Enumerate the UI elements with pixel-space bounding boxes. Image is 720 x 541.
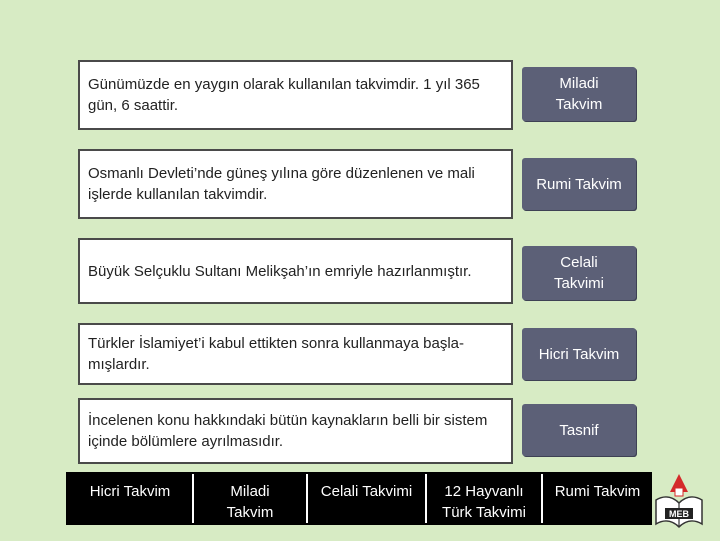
question-text-2: Osmanlı Devleti’nde güneş yılına göre düzenlenen ve mali işlerde kullanılan takvimdir. (88, 165, 475, 203)
answer-text-5: Tasnif (559, 421, 599, 439)
question-box-1 (78, 60, 513, 130)
option-1[interactable]: Hicri Takvim (68, 474, 194, 523)
question-box-5 (78, 398, 513, 464)
answer-text-1: Miladi Takvim (555, 75, 603, 113)
question-text-1: Günümüzde en yaygın olarak kullanılan takvimdir. 1 yıl 365 gün, 6 saattir. (88, 76, 480, 114)
question-box-4 (78, 323, 513, 385)
option-5[interactable]: Rumi Takvim (543, 474, 652, 523)
answer-box-3[interactable] (522, 246, 636, 300)
logo-text: MEB (669, 509, 689, 519)
question-text-4: Türkler İslamiyet’i kabul ettikten sonra kullanmaya başla-mışlardır. (88, 335, 464, 373)
question-text-5: İncelenen konu hakkındaki bütün kaynakların belli bir sistem içinde bölümlere ayrılmasıdır. (88, 412, 488, 450)
option-4[interactable]: 12 Hayvanlı Türk Takvimi (427, 474, 543, 523)
question-box-2 (78, 149, 513, 219)
meb-logo-icon (648, 470, 710, 536)
answer-box-1[interactable] (522, 67, 636, 121)
answer-text-3: Celali Takvimi (553, 254, 604, 292)
option-2[interactable]: Miladi Takvim (194, 474, 308, 523)
options-bar (66, 472, 652, 525)
option-3[interactable]: Celali Takvimi (308, 474, 427, 523)
answer-box-4[interactable] (522, 328, 636, 380)
answer-text-2: Rumi Takvim (536, 175, 622, 193)
question-box-3 (78, 238, 513, 304)
answer-box-5[interactable] (522, 404, 636, 456)
question-text-3: Büyük Selçuklu Sultanı Melikşah’ın emriyle hazırlanmıştır. (88, 262, 472, 280)
answer-box-2[interactable] (522, 158, 636, 210)
answer-text-4: Hicri Takvim (538, 345, 620, 363)
